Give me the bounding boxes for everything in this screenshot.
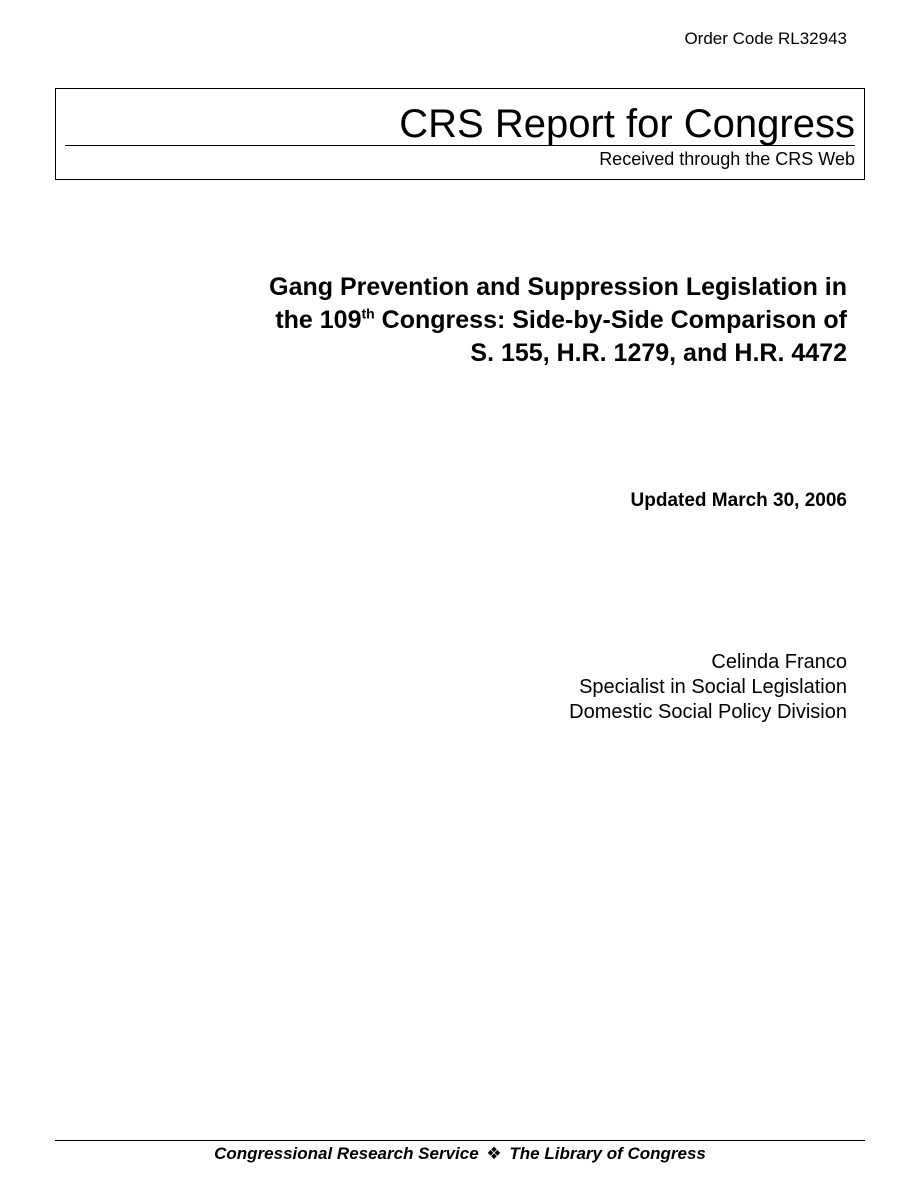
title-line-3: S. 155, H.R. 1279, and H.R. 4472 <box>470 339 847 367</box>
author-division: Domestic Social Policy Division <box>569 701 847 723</box>
title-line-2-start: the 109 <box>275 306 362 334</box>
footer-organization: Congressional Research Service <box>214 1144 479 1163</box>
footer-divider <box>55 1140 865 1141</box>
updated-date: Updated March 30, 2006 <box>630 490 847 511</box>
report-series-subtitle: Received through the CRS Web <box>599 149 855 169</box>
footer <box>55 1143 865 1165</box>
author-name: Celinda Franco <box>711 651 847 673</box>
diamond-separator-icon: ❖ <box>486 1144 502 1163</box>
title-line-2-end: Congress: Side-by-Side Comparison of <box>374 306 847 334</box>
report-header-box <box>55 88 865 180</box>
report-series-title: CRS Report for Congress <box>399 102 855 146</box>
header-divider <box>65 145 855 146</box>
footer-library: The Library of Congress <box>509 1144 706 1163</box>
author-block <box>569 650 847 725</box>
order-code: Order Code RL32943 <box>684 29 847 48</box>
title-line-1: Gang Prevention and Suppression Legislation in <box>269 273 847 301</box>
report-title <box>147 271 847 370</box>
ordinal-suffix: th <box>361 305 375 322</box>
author-position: Specialist in Social Legislation <box>579 676 847 698</box>
title-line-2 <box>147 304 847 337</box>
